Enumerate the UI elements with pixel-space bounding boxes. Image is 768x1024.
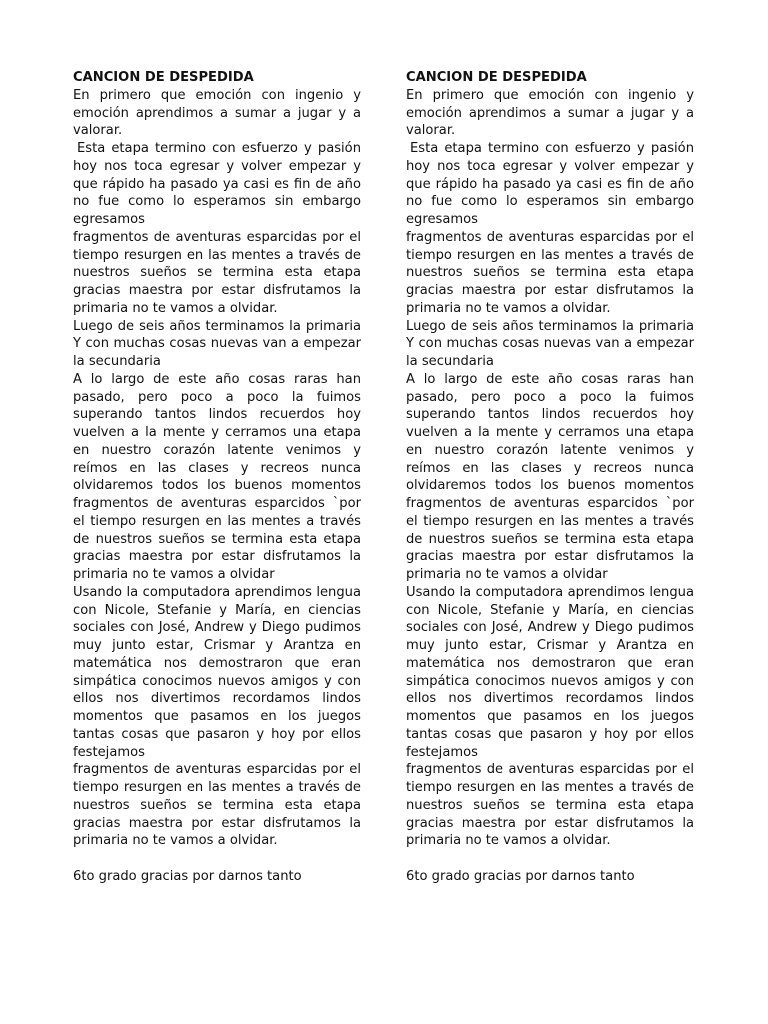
paragraph-2-copy: Esta etapa termino con esfuerzo y pasión hoy nos toca egresar y volver empezar y que rápido ha pasado ya casi es fin de año no fue como lo esperamos sin embargo egresamos	[406, 141, 694, 227]
paragraph-7-copy: fragmentos de aventuras esparcidas por el tiempo resurgen en las mentes a través de nuestros sueños se termina esta etapa gracias maestra por estar disfrutamos la primaria no te vamos a olvidar.	[406, 762, 694, 849]
paragraph-1-copy: En primero que emoción con ingenio y emoción aprendimos a sumar a jugar y a valorar.	[406, 87, 694, 139]
paragraph-1: En primero que emoción con ingenio y emoción aprendimos a sumar a jugar y a valorar.	[73, 87, 361, 139]
paragraph-3-copy: fragmentos de aventuras esparcidas por el tiempo resurgen en las mentes a través de nuestros sueños se termina esta etapa gracias maestra por estar disfrutamos la primaria no te vamos a olvidar.	[406, 229, 694, 316]
paragraph-5: A lo largo de este año cosas raras han pasado, pero poco a poco la fuimos superando tantos lindos recuerdos hoy vuelven a la mente y cerramos una etapa en nuestro corazón latente venimos y reímos en las clases y recreos nunca olvidaremos todos los buenos momentos fragmentos de aventuras esparcidos `por el tiempo resurgen en las mentes a través de nuestros sueños se termina esta etapa gracias maestra por estar disfrutamos la primaria no te vamos a olvidar	[73, 371, 361, 582]
song-title: CANCION DE DESPEDIDA	[73, 70, 254, 85]
paragraph-7: fragmentos de aventuras esparcidas por el tiempo resurgen en las mentes a través de nuestros sueños se termina esta etapa gracias maestra por estar disfrutamos la primaria no te vamos a olvidar.	[73, 762, 361, 849]
paragraph-3: fragmentos de aventuras esparcidas por el tiempo resurgen en las mentes a través de nuestros sueños se termina esta etapa gracias maestra por estar disfrutamos la primaria no te vamos a olvidar.	[73, 229, 361, 316]
paragraph-6-copy: Usando la computadora aprendimos lengua con Nicole, Stefanie y María, en ciencias sociales con José, Andrew y Diego pudimos muy junto estar, Crismar y Arantza en matemática nos demostraron que eran simpática conocimos nuevos amigos y con ellos nos divertimos recordamos lindos momentos que pasamos en los juegos tantas cosas que pasaron y hoy por ellos festejamos	[406, 584, 694, 760]
paragraph-2: Esta etapa termino con esfuerzo y pasión hoy nos toca egresar y volver empezar y que rápido ha pasado ya casi es fin de año no fue como lo esperamos sin embargo egresamos	[73, 141, 361, 227]
paragraph-4-copy: Luego de seis años terminamos la primaria Y con muchas cosas nuevas van a empezar la secundaria	[406, 318, 694, 369]
closing-line-copy: 6to grado gracias por darnos tanto	[406, 868, 635, 884]
right-column	[406, 69, 694, 886]
paragraph-5-copy: A lo largo de este año cosas raras han pasado, pero poco a poco la fuimos superando tantos lindos recuerdos hoy vuelven a la mente y cerramos una etapa en nuestro corazón latente venimos y reímos en las clases y recreos nunca olvidaremos todos los buenos momentos fragmentos de aventuras esparcidos `por el tiempo resurgen en las mentes a través de nuestros sueños se termina esta etapa gracias maestra por estar disfrutamos la primaria no te vamos a olvidar	[406, 371, 694, 582]
paragraph-6: Usando la computadora aprendimos lengua con Nicole, Stefanie y María, en ciencias sociales con José, Andrew y Diego pudimos muy junto estar, Crismar y Arantza en matemática nos demostraron que eran simpática conocimos nuevos amigos y con ellos nos divertimos recordamos lindos momentos que pasamos en los juegos tantas cosas que pasaron y hoy por ellos festejamos	[73, 584, 361, 760]
left-column	[73, 69, 361, 886]
song-title-copy: CANCION DE DESPEDIDA	[406, 70, 587, 85]
closing-line: 6to grado gracias por darnos tanto	[73, 868, 302, 884]
paragraph-4: Luego de seis años terminamos la primaria Y con muchas cosas nuevas van a empezar la secundaria	[73, 318, 361, 369]
